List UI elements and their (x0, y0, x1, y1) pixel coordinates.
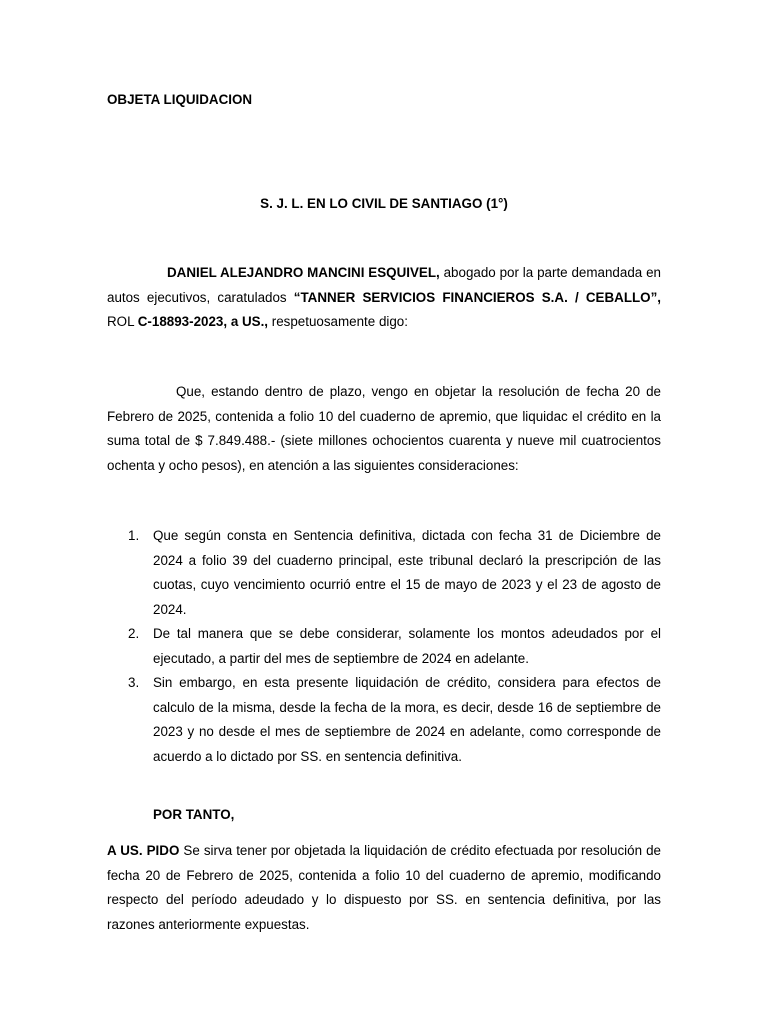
body-text: Que, estando dentro de plazo, vengo en objetar la resolución de fecha 20 de Febrero de 2025, contenida a folio 10 del cuaderno de apremio, que liquidac el crédito en la suma total de $ 7.849.488.- (siete millones ochocientos cuarenta y nueve mil cuatrocientos ochenta y ocho pesos), en atención a las siguientes consideraciones: (107, 384, 661, 473)
body-paragraph (107, 380, 661, 478)
list-item-number: 3. (128, 675, 140, 690)
list-item-text: Que según consta en Sentencia definitiva, dictada con fecha 31 de Diciembre de 2024 a folio 39 del cuaderno principal, este tribunal declaró la prescripción de las cuotas, cuyo vencimiento ocurrió entre el 15 de mayo de 2023 y el 23 de agosto de 2024. (153, 528, 661, 617)
list-item (107, 622, 661, 671)
case-rol: C-18893-2023, a US., (137, 314, 269, 329)
list-item (107, 524, 661, 622)
intro-text-2: ROL (107, 314, 138, 329)
intro-text-3: respetuosamente digo: (268, 314, 408, 329)
petition-paragraph (107, 839, 661, 937)
document-title: OBJETA LIQUIDACION (107, 92, 253, 107)
considerations-list (107, 524, 661, 769)
petition-text: Se sirva tener por objetada la liquidación de crédito efectuada por resolución de fecha 20 de Febrero de 2025, contenida a folio 10 del cuaderno de apremio, modificando respecto del período adeudado y lo dispuesto por SS. en sentencia definitiva, por las razones anteriormente expuestas. (107, 843, 661, 932)
court-heading: S. J. L. EN LO CIVIL DE SANTIAGO (1°) (260, 196, 508, 211)
case-name: “TANNER SERVICIOS FINANCIEROS S.A. / CEBALLO”, (293, 289, 662, 305)
list-item-number: 2. (128, 626, 140, 641)
list-item (107, 671, 661, 769)
list-item-text: Sin embargo, en esta presente liquidación de crédito, considera para efectos de calculo de la misma, desde la fecha de la mora, es decir, desde 16 de septiembre de 2023 y no desde el mes de septiembre de 2024 en adelante, como corresponde de acuerdo a lo dictado por SS. en sentencia definitiva. (153, 675, 661, 764)
petition-lead: A US. PIDO (107, 843, 180, 858)
por-tanto-heading: POR TANTO, (153, 807, 235, 822)
intro-paragraph (107, 261, 661, 335)
intro-text-1: abogado por la parte demandada en autos ejecutivos, caratulados (107, 265, 661, 305)
list-item-number: 1. (128, 528, 140, 543)
lawyer-name: DANIEL ALEJANDRO MANCINI ESQUIVEL, (167, 265, 440, 280)
list-item-text: De tal manera que se debe considerar, solamente los montos adeudados por el ejecutado, a partir del mes de septiembre de 2024 en adelante. (153, 626, 661, 666)
